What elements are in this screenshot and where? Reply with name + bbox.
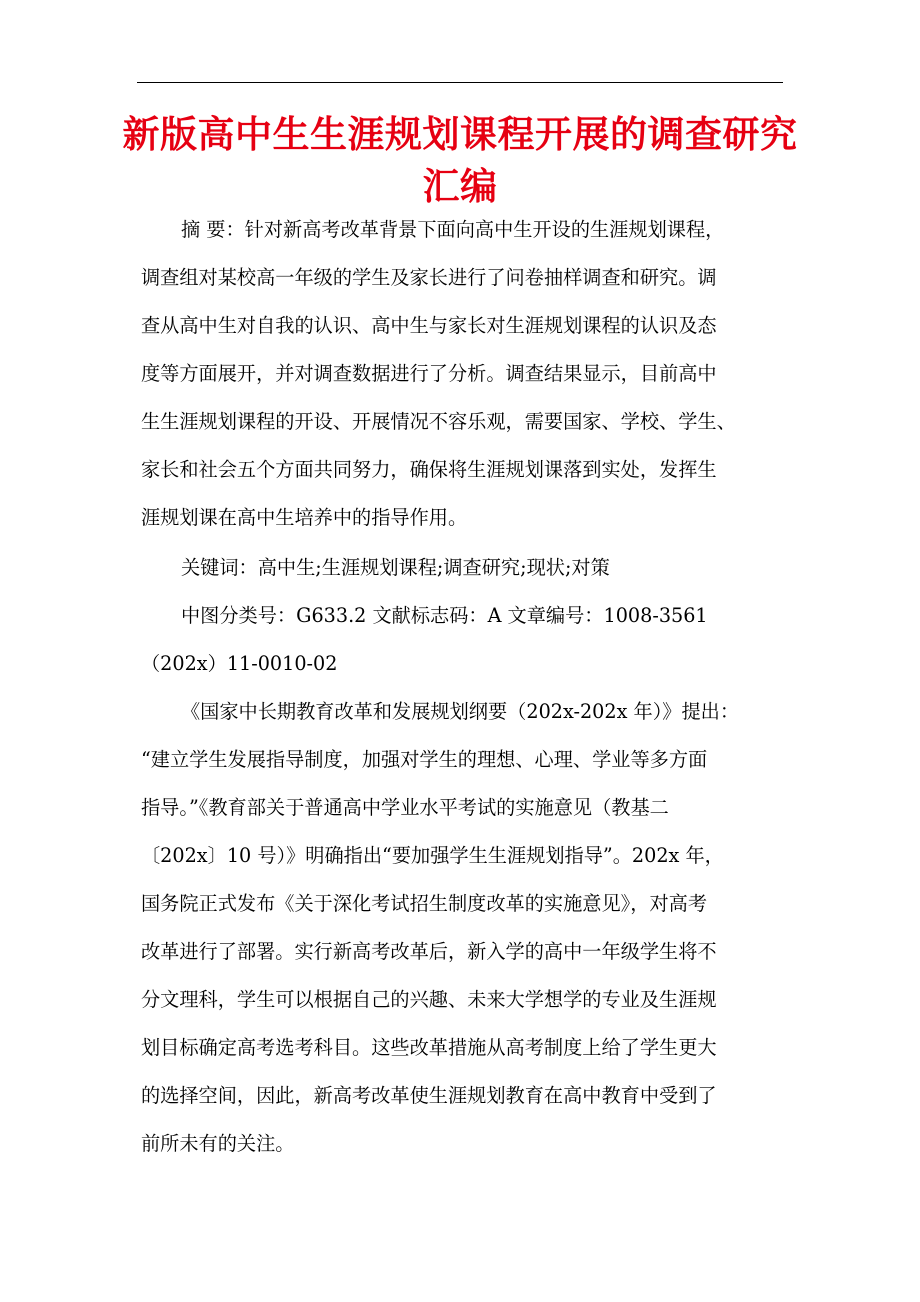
intro-line: 国务院正式发布《关于深化考试招生制度改革的实施意见》，对高考	[141, 892, 708, 915]
intro-line: 改革进行了部署。实行新高考改革后，新入学的高中一年级学生将不	[141, 940, 717, 963]
abstract-paragraph	[141, 206, 781, 542]
abstract-line: 摘 要：针对新高考改革背景下面向高中生开设的生涯规划课程，	[181, 218, 725, 241]
intro-line: “建立学生发展指导制度，加强对学生的理想、心理、学业等多方面	[141, 748, 708, 771]
intro-line: 分文理科，学生可以根据自己的兴趣、未来大学想学的专业及生涯规	[141, 988, 717, 1011]
title-line-1: 新版高中生生涯规划课程开展的调查研究	[122, 112, 798, 156]
intro-line: 指导。”《教育部关于普通高中学业水平考试的实施意见（教基二	[141, 796, 669, 819]
document-title	[120, 108, 800, 212]
intro-line: 《国家中长期教育改革和发展规划纲要（202x-202x 年）》提出：	[181, 700, 740, 723]
intro-line: 〔202x〕10 号）》明确指出“要加强学生生涯规划指导”。202x 年，	[141, 844, 724, 867]
classification-paragraph	[141, 592, 781, 688]
intro-line: 前所未有的关注。	[141, 1132, 295, 1155]
abstract-line: 家长和社会五个方面共同努力，确保将生涯规划课落到实处，发挥生	[141, 458, 717, 481]
abstract-line: 查从高中生对自我的认识、高中生与家长对生涯规划课程的认识及态	[141, 314, 717, 337]
keywords-paragraph	[141, 544, 781, 592]
abstract-line: 生生涯规划课程的开设、开展情况不容乐观，需要国家、学校、学生、	[141, 410, 736, 433]
title-line-2: 汇编	[422, 164, 498, 208]
abstract-line: 调查组对某校高一年级的学生及家长进行了问卷抽样调查和研究。调	[141, 266, 717, 289]
intro-line: 的选择空间，因此，新高考改革使生涯规划教育在高中教育中受到了	[141, 1084, 717, 1107]
classification-line: 中图分类号：G633.2 文献标志码：A 文章编号：1008-3561	[181, 604, 708, 627]
intro-paragraph	[141, 688, 781, 1168]
header-rule	[137, 82, 783, 83]
classification-line: （202x）11-0010-02	[141, 652, 338, 675]
keywords-line: 关键词：高中生;生涯规划课程;调查研究;现状;对策	[181, 556, 610, 579]
intro-line: 划目标确定高考选考科目。这些改革措施从高考制度上给了学生更大	[141, 1036, 717, 1059]
abstract-line: 度等方面展开，并对调查数据进行了分析。调查结果显示，目前高中	[141, 362, 717, 385]
abstract-line: 涯规划课在高中生培养中的指导作用。	[141, 506, 468, 529]
